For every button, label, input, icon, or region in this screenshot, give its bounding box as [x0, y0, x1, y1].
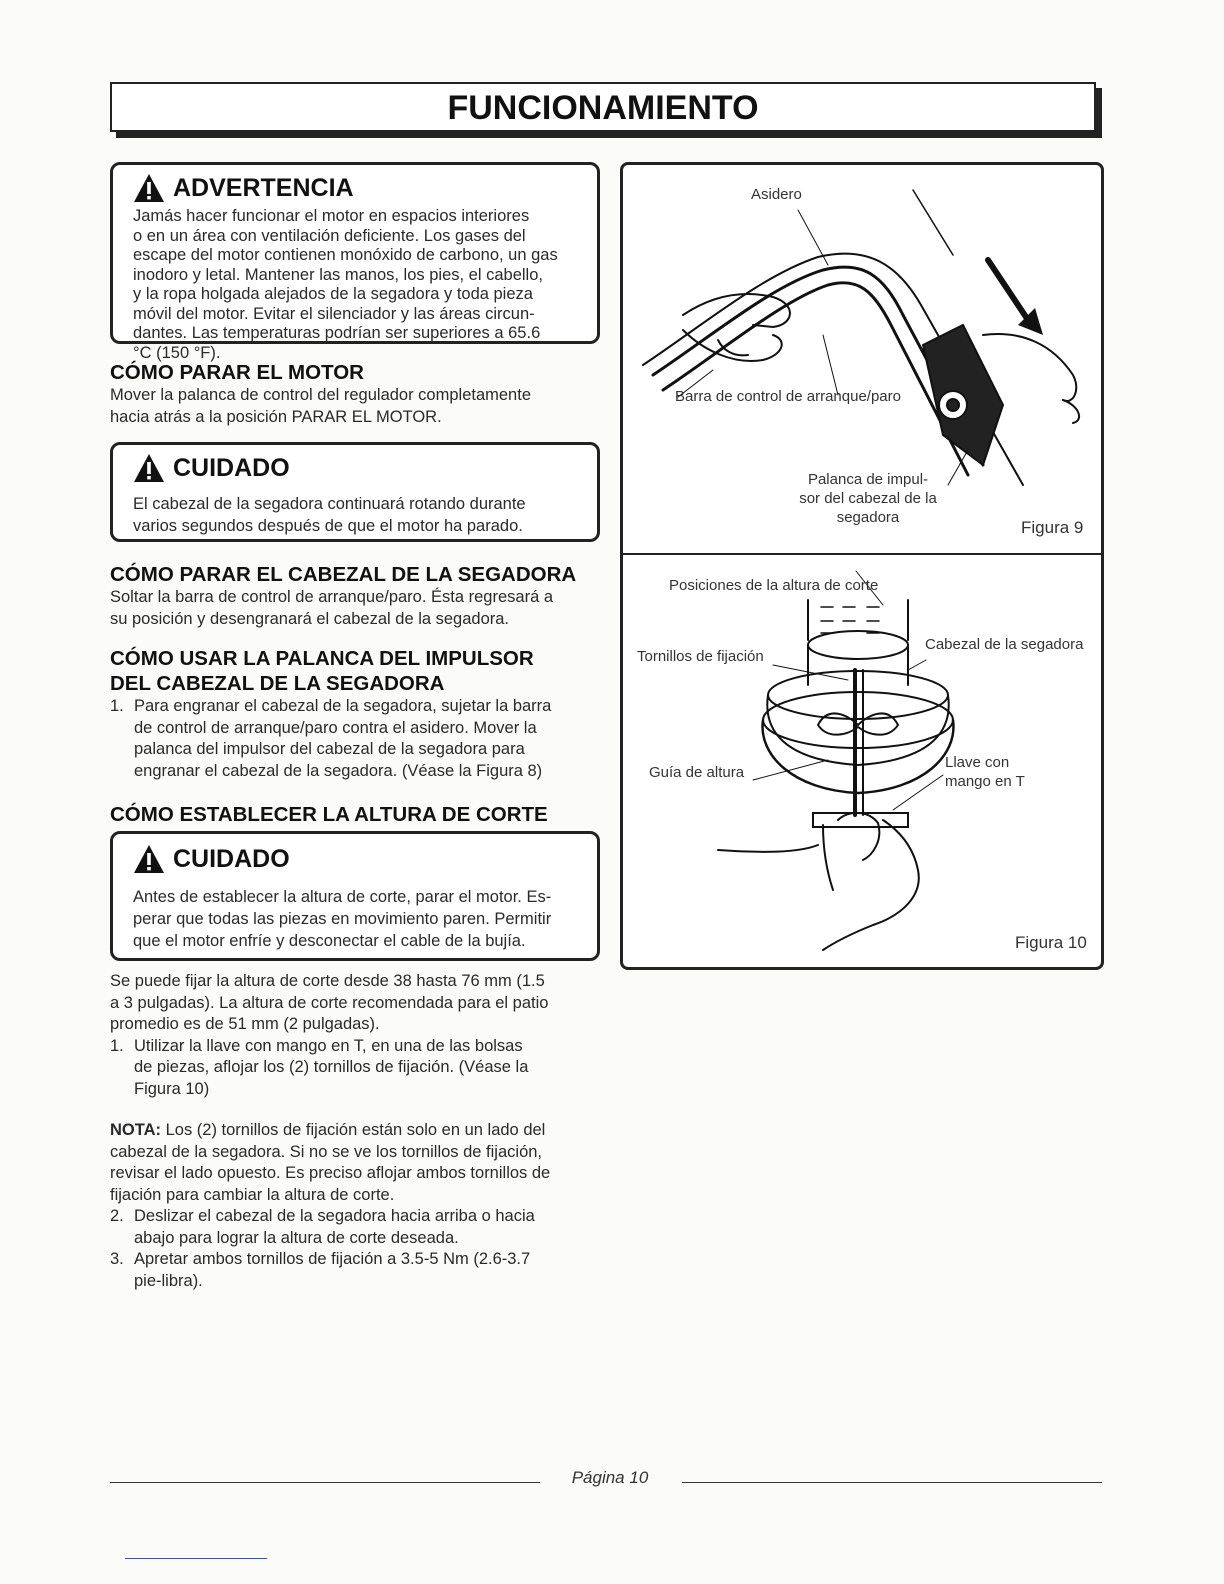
caution-header-1	[133, 453, 579, 483]
list-item: 1. Utilizar la llave con mango en T, en una de las bolsas de piezas, aflojar los (2) tornillos de fijación. (Véase la Figura 10)	[110, 1036, 529, 1098]
caution-header-2	[133, 844, 579, 874]
warning-title: ADVERTENCIA	[173, 173, 354, 202]
drive-lever-steps	[110, 696, 600, 782]
caution-callout-2	[110, 831, 600, 961]
warning-icon	[133, 453, 165, 483]
warning-icon	[133, 173, 165, 203]
warning-icon	[133, 844, 165, 874]
label-handle: Asidero	[751, 186, 802, 203]
stop-motor-text: Mover la palanca de control del regulador completamente hacia atrás a la posición PARAR EL MOTOR.	[110, 386, 531, 426]
cut-height-steps-a	[110, 1036, 600, 1101]
link-underline	[125, 1558, 267, 1559]
label-drive-lever: Palanca de impul- sor del cabezal de la segadora	[799, 471, 937, 526]
stop-head-section	[110, 562, 600, 630]
warning-text: Jamás hacer funcionar el motor en espacios interiores o en un área con ventilación deficiente. Los gases del escape del motor contienen monóxido de carbono, un gas inodoro y letal. Mantener las manos, los pies, el cabello, y la ropa holgada alejados de la segadora y toda pieza móvil del motor. Evitar el silenciador y las áreas circun- dantes. Las temperaturas podrían ser superiores a 65.6 °C (150 °F).	[133, 207, 558, 362]
footer-rule-right	[682, 1482, 1102, 1483]
page-number: Página 10	[571, 1468, 649, 1487]
list-item: 3. Apretar ambos tornillos de fijación a 3.5-5 Nm (2.6-3.7 pie-libra).	[110, 1250, 531, 1290]
label-set-screws: Tornillos de fijación	[637, 648, 764, 665]
stop-motor-heading: CÓMO PARAR EL MOTOR	[110, 361, 364, 384]
figure-10-illustration	[623, 555, 1101, 969]
figure-9-caption: Figura 9	[1021, 518, 1084, 537]
section-title-box	[110, 82, 1096, 132]
caution-text-2: Antes de establecer la altura de corte, parar el motor. Es- perar que todas las piezas en movimiento paren. Permitir que el motor enfríe y desconectar el cable de la bujía.	[133, 888, 552, 950]
note-label: NOTA:	[110, 1121, 162, 1139]
drive-lever-heading: CÓMO USAR LA PALANCA DEL IMPULSOR DEL CABEZAL DE LA SEGADORA	[110, 647, 534, 695]
stop-motor-section	[110, 360, 600, 428]
note-paragraph: NOTA: Los (2) tornillos de fijación están solo en un lado del cabezal de la segadora. Si no se ve los tornillos de fijación, revisar el lado opuesto. Es preciso aflojar ambos tornillos de fijación para cambiar la altura de corte.	[110, 1121, 551, 1204]
label-control-bar: Barra de control de arranque/paro	[675, 388, 901, 405]
figure-10-caption: Figura 10	[1015, 933, 1087, 952]
left-column	[110, 162, 600, 1292]
stop-head-heading: CÓMO PARAR EL CABEZAL DE LA SEGADORA	[110, 563, 577, 586]
cut-height-steps-b	[110, 1206, 600, 1292]
label-t-key: Llave con mango en T	[945, 754, 1025, 790]
stop-head-text: Soltar la barra de control de arranque/paro. Ésta regresará a su posición y desengranará el cabezal de la segadora.	[110, 588, 554, 628]
warning-callout	[110, 162, 600, 362]
caution-title-1: CUIDADO	[173, 453, 290, 482]
caution-title-2: CUIDADO	[173, 844, 290, 873]
page-title: FUNCIONAMIENTO	[447, 89, 759, 127]
cut-height-intro: Se puede fijar la altura de corte desde 38 hasta 76 mm (1.5 a 3 pulgadas). La altura de corte recomendada para el patio promedio es de 51 mm (2 pulgadas).	[110, 972, 549, 1033]
caution-callout-1	[110, 442, 600, 542]
caution-text-1: El cabezal de la segadora continuará rotando durante varios segundos después de que el motor ha parado.	[133, 495, 526, 535]
label-height-positions: Posiciones de la altura de corte	[669, 577, 879, 594]
figure-panel	[620, 162, 1104, 970]
list-item: 1. Para engranar el cabezal de la segadora, sujetar la barra de control de arranque/paro contra el asidero. Mover la palanca del impulsor del cabezal de la segadora para engranar el cabezal de la segadora. (Véase la Figura 8)	[110, 697, 552, 780]
list-item: 2. Deslizar el cabezal de la segadora hacia arriba o hacia abajo para lograr la altura de corte deseada.	[110, 1207, 535, 1247]
footer-rule-left	[110, 1482, 540, 1483]
label-cutter-head: Cabezal de la segadora	[925, 636, 1084, 653]
cut-height-heading: CÓMO ESTABLECER LA ALTURA DE CORTE	[110, 803, 548, 826]
label-height-guide: Guía de altura	[649, 764, 745, 781]
cut-height-section	[110, 802, 600, 1292]
warning-header	[133, 173, 579, 203]
drive-lever-section	[110, 646, 600, 782]
